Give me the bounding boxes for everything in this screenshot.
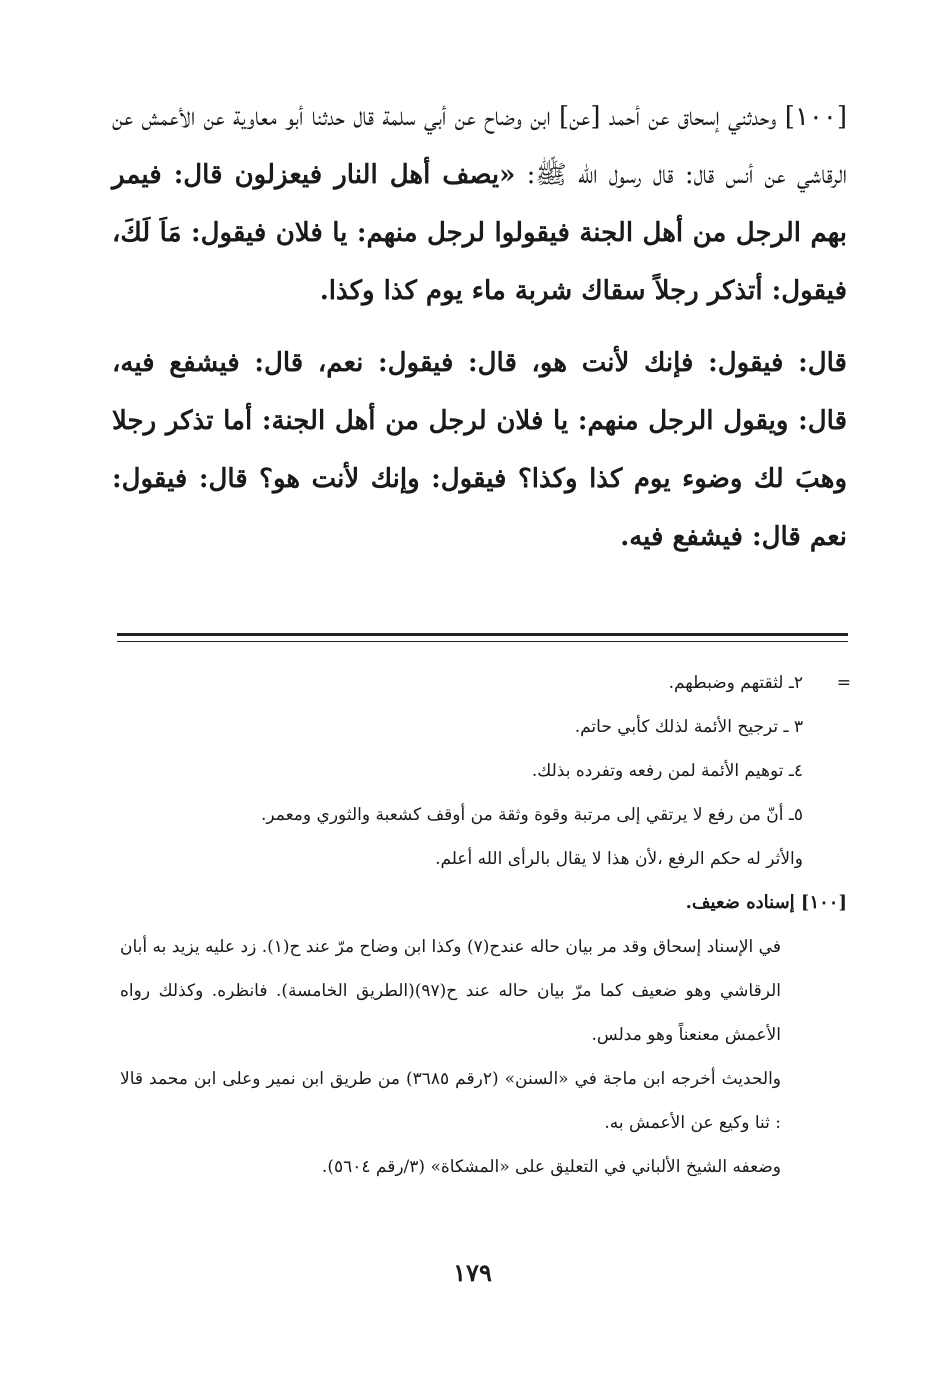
hadith-paragraph-2: قال: فيقول: فإنك لأنت هو، قال: فيقول: نعم، قال: فيشفع فيه، قال: ويقول الرجل منهم: يا فلان لرجل من أهل الجنة: أما تذكر رجلا وهبَ لك وضوء يوم كذا وكذا؟ فيقول: وإنك لأنت هو؟ قال: فيقول: نعم قال: فيشفع فيه. — [112, 348, 847, 552]
isnad-chain: [١٠٠] وحدثني إسحاق عن أحمد [عن] ابن وضاح عن أبي سلمة قال حدثنا أبو معاوية عن الأعمش عن الرقاشي عن أنس قال: قال رسول الله ﷺ: — [112, 102, 847, 190]
footnote-item: ٣ ـ ترجيح الأئمة لذلك كأبي حاتم. — [574, 717, 803, 737]
footnote-item: = ٢ـ لثقتهم وضبطهم. — [120, 661, 847, 705]
albani-grading: وضعفه الشيخ الألباني في التعليق على «المشكاة» (٣/رقم ٥٦٠٤). — [321, 1157, 781, 1177]
isnad-commentary: في الإسناد إسحاق وقد مر بيان حاله عندح(٧) وكذا ابن وضاح مرّ عند ح(١). زد عليه يزيد به أبان الرقاشي وهو ضعيف كما مرّ بيان حاله عند ح(٩٧)(الطريق الخامسة). فانظره. وكذلك رواه الأعمش معنعناً وهو مدلس. — [120, 937, 782, 1045]
page-number: ١٧٩ — [453, 1258, 492, 1287]
footnote-heading: [١٠٠] إسناده ضعيف. — [685, 892, 847, 913]
footnote-separator-thin — [117, 641, 848, 642]
footnote-item: ٥ـ أنّ من رفع لا يرتقي إلى مرتبة وقوة وثقة من أوقف كشعبة والثوري ومعمر. — [260, 805, 803, 825]
main-text — [112, 88, 847, 566]
footnotes — [120, 661, 851, 1189]
footnote-item: والأثر له حكم الرفع ،لأن هذا لا يقال بالرأى الله أعلم. — [435, 849, 803, 869]
footnote-separator-thick — [117, 633, 848, 636]
footnote-item: ٤ـ توهيم الأئمة لمن رفعه وتفرده بذلك. — [531, 761, 803, 781]
continuation-mark: = — [836, 673, 851, 693]
hadith-paragraph-1 — [112, 88, 847, 320]
hadith-matn: «يصف أهل النار فيعزلون قال: فيمر بهم الرجل من أهل الجنة فيقولوا لرجل منهم: يا فلان فيقول: مَاَ لَكَ، فيقول: أتذكر رجلاً سقاك شربة ماء يوم كذا وكذا. — [112, 160, 847, 306]
takhrij-commentary: والحديث أخرجه ابن ماجة في «السنن» (٢رقم ٣٦٨٥) من طريق ابن نمير وعلى ابن محمد قالا : ثنا وكيع عن الأعمش به. — [120, 1069, 782, 1133]
